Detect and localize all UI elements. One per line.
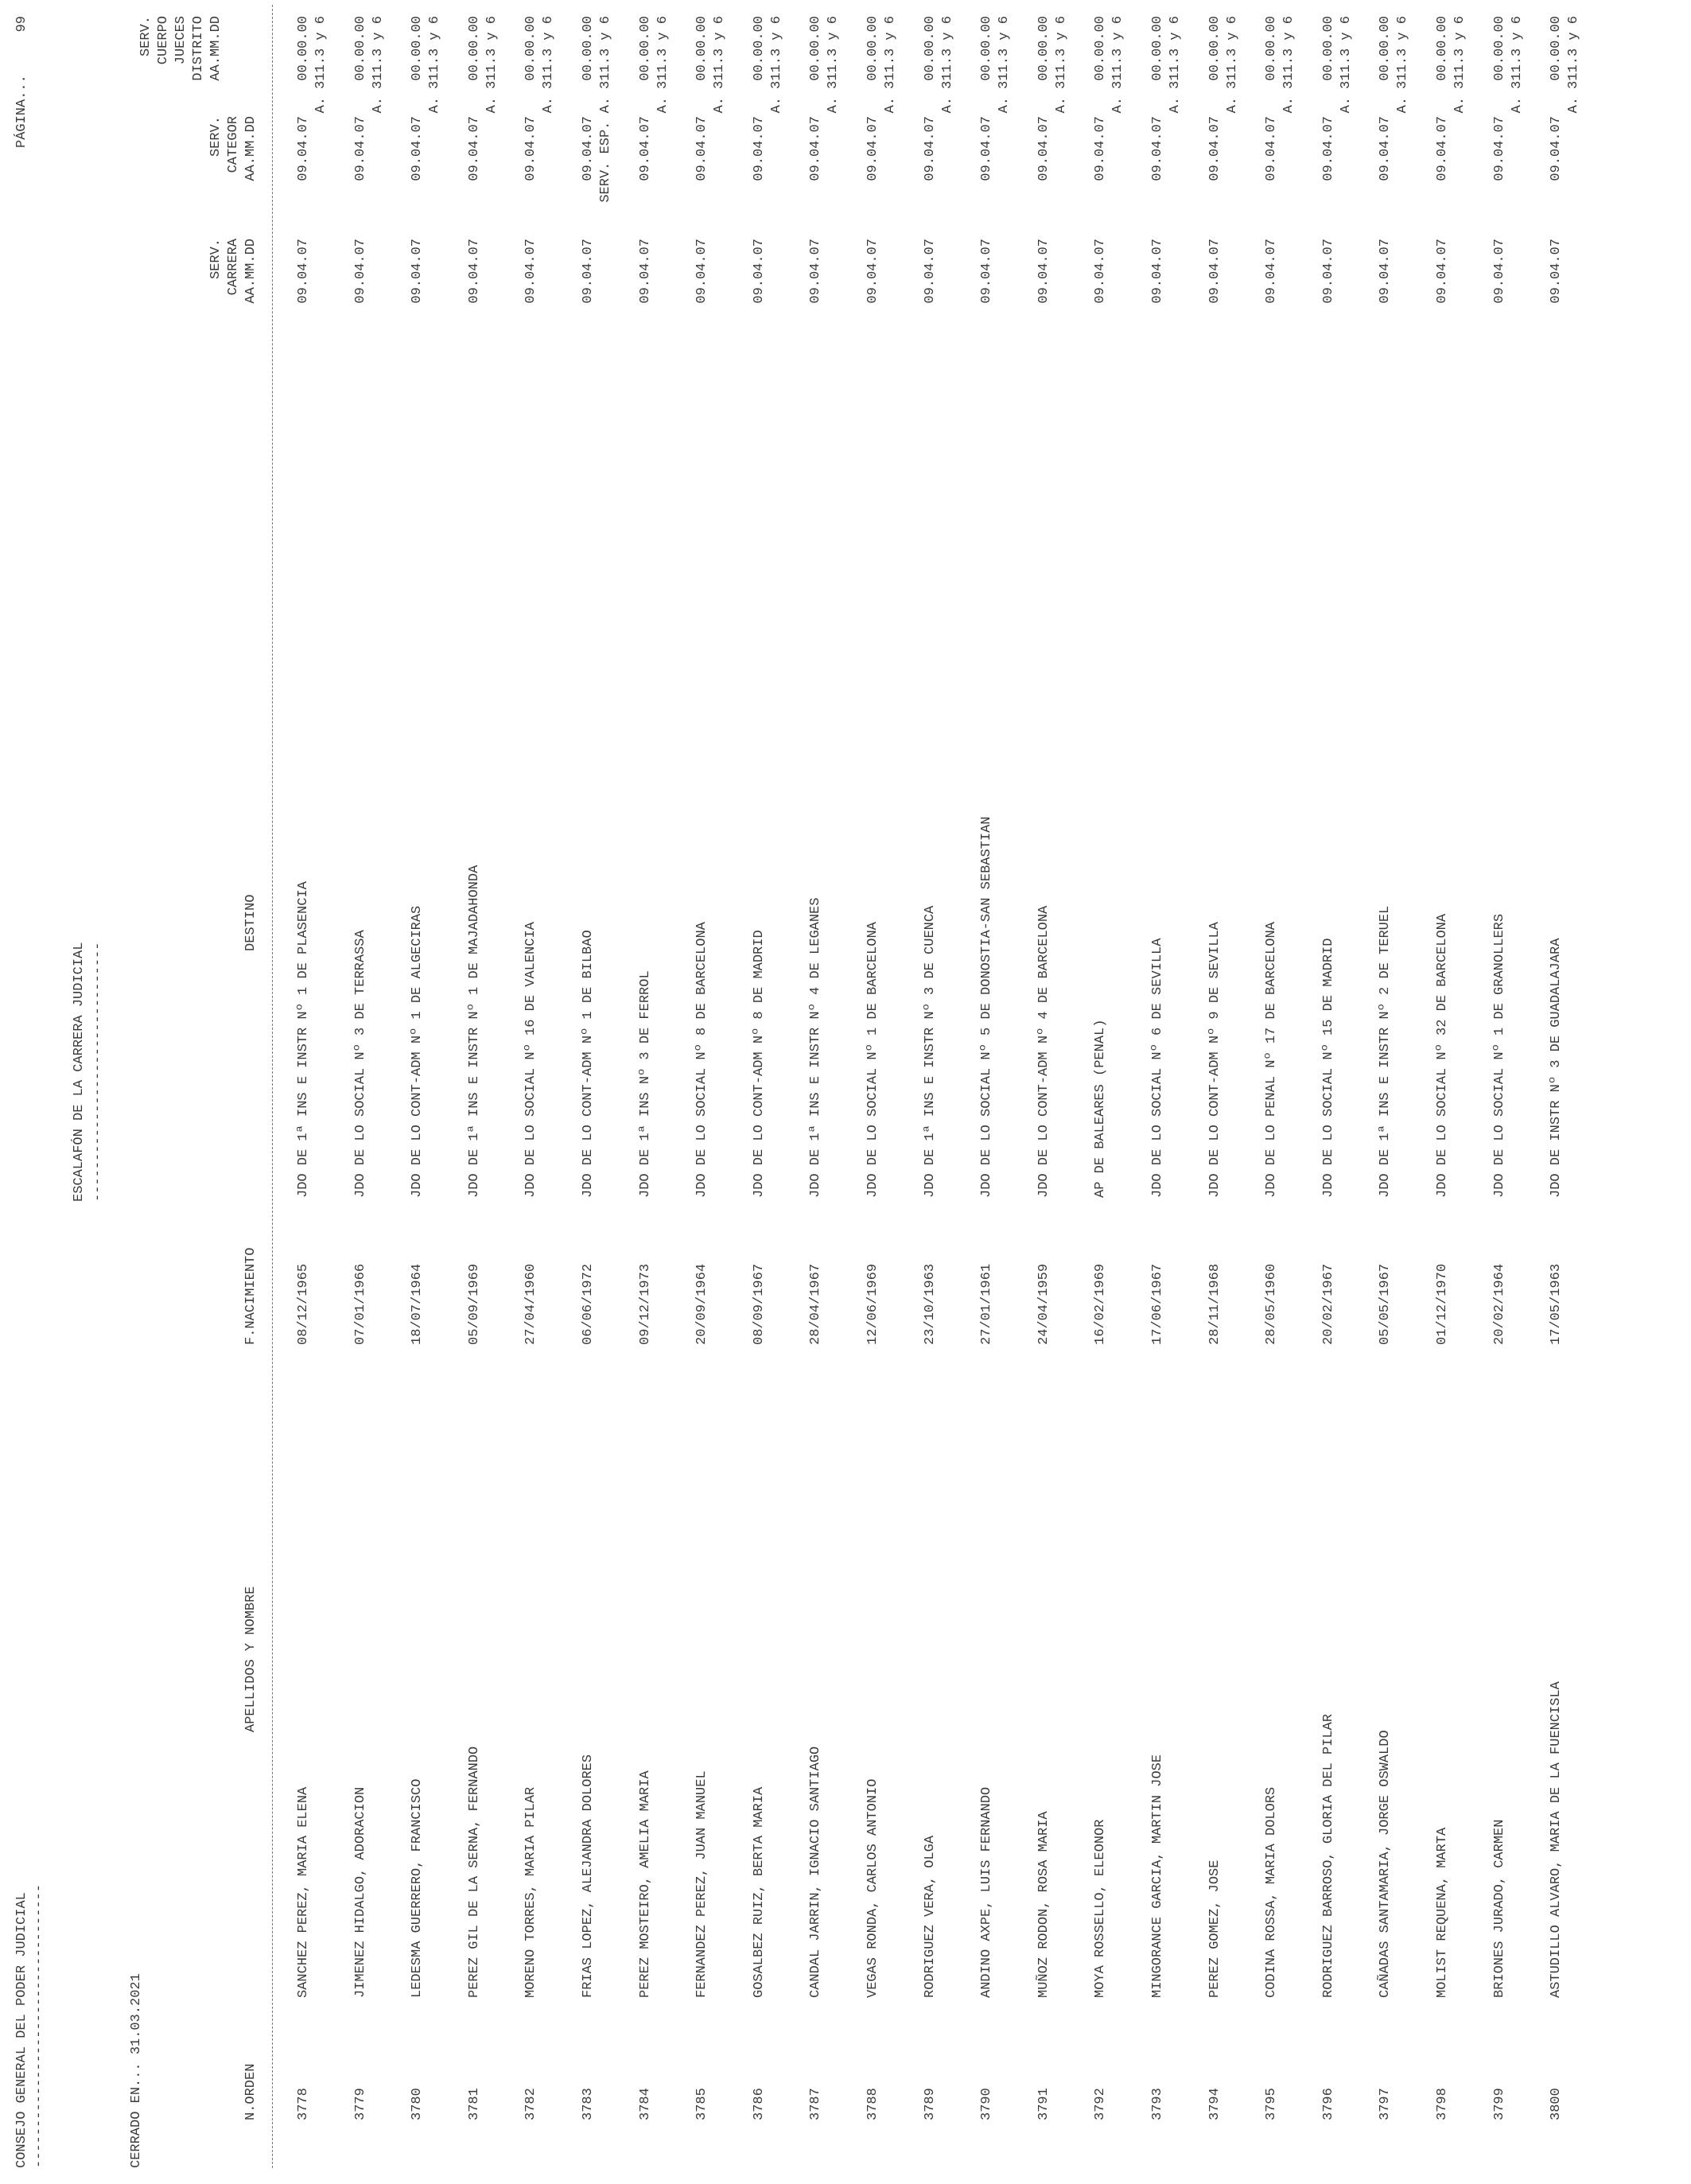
row-nombre: RODRIGUEZ VERA, OLGA bbox=[922, 1835, 938, 1998]
row-f-nacimiento: 09/12/1973 bbox=[637, 1263, 653, 1345]
row-note: A. 311.3 y 6 bbox=[1452, 16, 1467, 114]
row-nombre: ANDINO AXPE, LUIS FERNANDO bbox=[979, 1786, 995, 1998]
row-serv-categor: 09.04.07 bbox=[1378, 116, 1394, 181]
row-nombre: MORENO TORRES, MARIA PILAR bbox=[523, 1786, 539, 1998]
row-f-nacimiento: 27/04/1960 bbox=[523, 1263, 539, 1345]
row-nombre: MOYA ROSSELLO, ELEONOR bbox=[1093, 1819, 1109, 1998]
row-note: A. 311.3 y 6 bbox=[484, 16, 500, 114]
row-serv-categor: 09.04.07 bbox=[1036, 116, 1052, 181]
col-header-n-orden: N.ORDEN bbox=[243, 2063, 259, 2120]
row-destino: JDO DE LO CONT-ADM Nº 1 DE BILBAO bbox=[581, 930, 596, 1198]
row-note: A. 311.3 y 6 bbox=[826, 16, 842, 114]
row-destino: JDO DE LO SOCIAL Nº 1 DE GRANOLLERS bbox=[1491, 913, 1507, 1198]
row-note: A. 311.3 y 6 bbox=[541, 16, 557, 114]
row-f-nacimiento: 12/06/1969 bbox=[865, 1263, 880, 1345]
row-nombre: MINGORANCE GARCIA, MARTIN JOSE bbox=[1150, 1754, 1165, 1998]
row-serv-cuerpo: 00.00.00 bbox=[922, 16, 938, 81]
row-n-orden: 3792 bbox=[1093, 2088, 1109, 2120]
row-serv-cuerpo: 00.00.00 bbox=[694, 16, 710, 81]
row-nombre: MUÑOZ RODON, ROSA MARIA bbox=[1036, 1811, 1052, 1998]
row-serv-carrera: 09.04.07 bbox=[979, 239, 995, 304]
col-header-cuerpo-1: SERV. bbox=[138, 16, 154, 57]
row-destino: JDO DE 1ª INS E INSTR Nº 2 DE TERUEL bbox=[1378, 905, 1394, 1198]
row-nombre: GOSALBEZ RUIZ, BERTA MARIA bbox=[751, 1786, 767, 1998]
row-f-nacimiento: 06/06/1972 bbox=[581, 1263, 596, 1345]
row-serv-cuerpo: 00.00.00 bbox=[808, 16, 824, 81]
row-n-orden: 3785 bbox=[694, 2088, 710, 2120]
row-serv-cuerpo: 00.00.00 bbox=[1036, 16, 1052, 81]
row-serv-categor: 09.04.07 bbox=[979, 116, 995, 181]
row-note: A. 311.3 y 6 bbox=[1168, 16, 1183, 114]
row-serv-cuerpo: 00.00.00 bbox=[751, 16, 767, 81]
row-n-orden: 3798 bbox=[1435, 2088, 1450, 2120]
row-note: A. 311.3 y 6 bbox=[655, 16, 671, 114]
row-serv-categor: 09.04.07 bbox=[922, 116, 938, 181]
row-serv-carrera: 09.04.07 bbox=[1150, 239, 1165, 304]
closed-date: CERRADO EN... 31.03.2021 bbox=[129, 1973, 144, 2168]
row-serv-categor: 09.04.07 bbox=[296, 116, 311, 181]
row-note: A. 311.3 y 6 bbox=[1338, 16, 1354, 114]
row-serv-cuerpo: 00.00.00 bbox=[581, 16, 596, 81]
row-serv-categor: 09.04.07 bbox=[1320, 116, 1336, 181]
row-note: A. 311.3 y 6 bbox=[1566, 16, 1582, 114]
row-n-orden: 3790 bbox=[979, 2088, 995, 2120]
row-serv-carrera: 09.04.07 bbox=[637, 239, 653, 304]
row-serv-cuerpo: 00.00.00 bbox=[1491, 16, 1507, 81]
row-f-nacimiento: 28/11/1968 bbox=[1207, 1263, 1223, 1345]
row-destino: JDO DE LO SOCIAL Nº 3 DE TERRASSA bbox=[352, 930, 368, 1198]
row-note: A. 311.3 y 6 bbox=[1281, 16, 1297, 114]
row-destino: JDO DE LO SOCIAL Nº 5 DE DONOSTIA-SAN SEBASTIAN bbox=[979, 816, 995, 1198]
row-n-orden: 3794 bbox=[1207, 2088, 1223, 2120]
row-serv-carrera: 09.04.07 bbox=[694, 239, 710, 304]
row-note: A. 311.3 y 6 bbox=[883, 16, 898, 114]
row-nombre: CODINA ROSSA, MARIA DOLORS bbox=[1264, 1786, 1280, 1998]
row-serv-carrera: 09.04.07 bbox=[1264, 239, 1280, 304]
col-header-categor-2: CATEGOR bbox=[226, 116, 241, 173]
row-serv-cuerpo: 00.00.00 bbox=[1378, 16, 1394, 81]
row-f-nacimiento: 20/09/1964 bbox=[694, 1263, 710, 1345]
row-destino: AP DE BALEARES (PENAL) bbox=[1093, 1019, 1109, 1198]
report-title: ESCALAFÓN DE LA CARRERA JUDICIAL bbox=[72, 942, 87, 1202]
row-serv-carrera: 09.04.07 bbox=[466, 239, 482, 304]
row-serv-cuerpo: 00.00.00 bbox=[352, 16, 368, 81]
row-destino: JDO DE 1ª INS E INSTR Nº 3 DE CUENCA bbox=[922, 905, 938, 1198]
header-separator bbox=[272, 5, 273, 2168]
row-n-orden: 3793 bbox=[1150, 2088, 1165, 2120]
col-header-f-nacimiento: F.NACIMIENTO bbox=[243, 1247, 259, 1345]
row-destino: JDO DE 1ª INS E INSTR Nº 4 DE LEGANES bbox=[808, 897, 824, 1198]
row-f-nacimiento: 05/09/1969 bbox=[466, 1263, 482, 1345]
row-n-orden: 3797 bbox=[1378, 2088, 1394, 2120]
row-n-orden: 3795 bbox=[1264, 2088, 1280, 2120]
col-header-cuerpo-2: CUERPO bbox=[156, 16, 171, 65]
row-serv-carrera: 09.04.07 bbox=[865, 239, 880, 304]
row-serv-categor: 09.04.07 bbox=[808, 116, 824, 181]
row-nombre: CAÑADAS SANTAMARIA, JORGE OSWALDO bbox=[1378, 1730, 1394, 1998]
row-serv-carrera: 09.04.07 bbox=[1093, 239, 1109, 304]
row-nombre: CANDAL JARRIN, IGNACIO SANTIAGO bbox=[808, 1746, 824, 1998]
row-n-orden: 3799 bbox=[1491, 2088, 1507, 2120]
row-note: A. 311.3 y 6 bbox=[1110, 16, 1126, 114]
row-destino: JDO DE LO SOCIAL Nº 6 DE SEVILLA bbox=[1150, 938, 1165, 1198]
row-serv-categor: 09.04.07 bbox=[865, 116, 880, 181]
row-serv-categor: 09.04.07 bbox=[352, 116, 368, 181]
row-serv-cuerpo: 00.00.00 bbox=[410, 16, 426, 81]
row-destino: JDO DE LO SOCIAL Nº 16 DE VALENCIA bbox=[523, 922, 539, 1198]
row-nombre: JIMENEZ HIDALGO, ADORACION bbox=[352, 1786, 368, 1998]
row-f-nacimiento: 17/05/1963 bbox=[1549, 1263, 1565, 1345]
row-serv-cuerpo: 00.00.00 bbox=[1320, 16, 1336, 81]
row-f-nacimiento: 23/10/1963 bbox=[922, 1263, 938, 1345]
row-serv-categor: 09.04.07 bbox=[637, 116, 653, 181]
row-destino: JDO DE LO SOCIAL Nº 32 DE BARCELONA bbox=[1435, 913, 1450, 1198]
row-serv-carrera: 09.04.07 bbox=[1378, 239, 1394, 304]
row-serv-cuerpo: 00.00.00 bbox=[296, 16, 311, 81]
row-nombre: PEREZ GOMEZ, JOSE bbox=[1207, 1860, 1223, 1998]
row-nombre: BRIONES JURADO, CARMEN bbox=[1491, 1819, 1507, 1998]
row-serv-categor: 09.04.07 bbox=[410, 116, 426, 181]
row-destino: JDO DE LO SOCIAL Nº 15 DE MADRID bbox=[1320, 938, 1336, 1198]
col-header-cuerpo-4: DISTRITO bbox=[191, 16, 206, 81]
row-f-nacimiento: 28/05/1960 bbox=[1264, 1263, 1280, 1345]
row-f-nacimiento: 07/01/1966 bbox=[352, 1263, 368, 1345]
row-destino: JDO DE LO SOCIAL Nº 8 DE BARCELONA bbox=[694, 922, 710, 1198]
row-serv-carrera: 09.04.07 bbox=[1491, 239, 1507, 304]
row-serv-cuerpo: 00.00.00 bbox=[1264, 16, 1280, 81]
row-n-orden: 3789 bbox=[922, 2088, 938, 2120]
row-serv-categor: 09.04.07 bbox=[751, 116, 767, 181]
row-n-orden: 3782 bbox=[523, 2088, 539, 2120]
row-nombre: VEGAS RONDA, CARLOS ANTONIO bbox=[865, 1778, 880, 1998]
row-note: SERV. ESP. A. 311.3 y 6 bbox=[598, 16, 613, 203]
page-number: 99 bbox=[14, 16, 29, 33]
row-note: A. 311.3 y 6 bbox=[712, 16, 728, 114]
row-serv-carrera: 09.04.07 bbox=[1036, 239, 1052, 304]
row-n-orden: 3783 bbox=[581, 2088, 596, 2120]
row-n-orden: 3784 bbox=[637, 2088, 653, 2120]
col-header-carrera-1: SERV. bbox=[208, 239, 224, 280]
row-serv-categor: 09.04.07 bbox=[523, 116, 539, 181]
row-serv-cuerpo: 00.00.00 bbox=[1207, 16, 1223, 81]
row-f-nacimiento: 05/05/1967 bbox=[1378, 1263, 1394, 1345]
row-note: A. 311.3 y 6 bbox=[1509, 16, 1525, 114]
row-serv-categor: 09.04.07 bbox=[1207, 116, 1223, 181]
row-serv-carrera: 09.04.07 bbox=[352, 239, 368, 304]
row-nombre: PEREZ GIL DE LA SERNA, FERNANDO bbox=[466, 1746, 482, 1998]
row-serv-cuerpo: 00.00.00 bbox=[865, 16, 880, 81]
org-title: CONSEJO GENERAL DEL PODER JUDICIAL bbox=[14, 1892, 29, 2168]
row-nombre: PEREZ MOSTEIRO, AMELIA MARIA bbox=[637, 1770, 653, 1998]
row-serv-cuerpo: 00.00.00 bbox=[523, 16, 539, 81]
row-f-nacimiento: 24/04/1959 bbox=[1036, 1263, 1052, 1345]
row-destino: JDO DE LO CONT-ADM Nº 4 DE BARCELONA bbox=[1036, 905, 1052, 1198]
row-note: A. 311.3 y 6 bbox=[768, 16, 784, 114]
col-header-nombre: APELLIDOS Y NOMBRE bbox=[243, 1586, 259, 1732]
row-serv-carrera: 09.04.07 bbox=[523, 239, 539, 304]
row-nombre: FERNANDEZ PEREZ, JUAN MANUEL bbox=[694, 1770, 710, 1998]
row-serv-categor: 09.04.07 bbox=[1549, 116, 1565, 181]
row-nombre: RODRIGUEZ BARROSO, GLORIA DEL PILAR bbox=[1320, 1713, 1336, 1998]
row-f-nacimiento: 27/01/1961 bbox=[979, 1263, 995, 1345]
row-nombre: SANCHEZ PEREZ, MARIA ELENA bbox=[296, 1786, 311, 1998]
row-serv-cuerpo: 00.00.00 bbox=[637, 16, 653, 81]
row-serv-carrera: 09.04.07 bbox=[581, 239, 596, 304]
row-serv-carrera: 09.04.07 bbox=[1320, 239, 1336, 304]
row-note: A. 311.3 y 6 bbox=[1053, 16, 1069, 114]
row-serv-cuerpo: 00.00.00 bbox=[1549, 16, 1565, 81]
row-serv-carrera: 09.04.07 bbox=[1207, 239, 1223, 304]
row-serv-carrera: 09.04.07 bbox=[808, 239, 824, 304]
row-destino: JDO DE 1ª INS E INSTR Nº 1 DE MAJADAHONDA bbox=[466, 865, 482, 1198]
row-serv-carrera: 09.04.07 bbox=[1435, 239, 1450, 304]
row-n-orden: 3779 bbox=[352, 2088, 368, 2120]
row-note: A. 311.3 y 6 bbox=[370, 16, 386, 114]
row-serv-categor: 09.04.07 bbox=[1264, 116, 1280, 181]
row-destino: JDO DE 1ª INS Nº 3 DE FERROL bbox=[637, 970, 653, 1198]
row-serv-carrera: 09.04.07 bbox=[1549, 239, 1565, 304]
row-f-nacimiento: 17/06/1967 bbox=[1150, 1263, 1165, 1345]
row-f-nacimiento: 20/02/1964 bbox=[1491, 1263, 1507, 1345]
col-header-categor-3: AA.MM.DD bbox=[243, 116, 259, 181]
row-destino: JDO DE 1ª INS E INSTR Nº 1 DE PLASENCIA bbox=[296, 881, 311, 1198]
row-serv-categor: 09.04.07 bbox=[1435, 116, 1450, 181]
row-destino: JDO DE LO SOCIAL Nº 1 DE BARCELONA bbox=[865, 922, 880, 1198]
row-n-orden: 3778 bbox=[296, 2088, 311, 2120]
row-n-orden: 3788 bbox=[865, 2088, 880, 2120]
row-serv-cuerpo: 00.00.00 bbox=[1150, 16, 1165, 81]
row-note: A. 311.3 y 6 bbox=[313, 16, 328, 114]
row-nombre: ASTUDILLO ALVARO, MARIA DE LA FUENCISLA bbox=[1549, 1681, 1565, 1998]
row-note: A. 311.3 y 6 bbox=[427, 16, 443, 114]
col-header-carrera-3: AA.MM.DD bbox=[243, 239, 259, 304]
row-serv-cuerpo: 00.00.00 bbox=[1435, 16, 1450, 81]
page-label: PÁGINA... bbox=[14, 75, 29, 148]
row-serv-carrera: 09.04.07 bbox=[922, 239, 938, 304]
report-title-underline: -------------------------------- bbox=[91, 942, 106, 1202]
row-f-nacimiento: 28/04/1967 bbox=[808, 1263, 824, 1345]
row-serv-categor: 09.04.07 bbox=[466, 116, 482, 181]
col-header-destino: DESTINO bbox=[243, 894, 259, 951]
row-f-nacimiento: 18/07/1964 bbox=[410, 1263, 426, 1345]
row-destino: JDO DE LO CONT-ADM Nº 1 DE ALGECIRAS bbox=[410, 905, 426, 1198]
row-serv-cuerpo: 00.00.00 bbox=[979, 16, 995, 81]
row-n-orden: 3787 bbox=[808, 2088, 824, 2120]
row-serv-carrera: 09.04.07 bbox=[751, 239, 767, 304]
row-nombre: FRIAS LOPEZ, ALEJANDRA DOLORES bbox=[581, 1754, 596, 1998]
row-serv-categor: 09.04.07 bbox=[694, 116, 710, 181]
row-destino: JDO DE INSTR Nº 3 DE GUADALAJARA bbox=[1549, 938, 1565, 1198]
col-header-cuerpo-5: AA.MM.DD bbox=[208, 16, 224, 81]
row-serv-categor: 09.04.07 bbox=[1491, 116, 1507, 181]
row-n-orden: 3781 bbox=[466, 2088, 482, 2120]
row-f-nacimiento: 16/02/1969 bbox=[1093, 1263, 1109, 1345]
row-n-orden: 3791 bbox=[1036, 2088, 1052, 2120]
col-header-categor-1: SERV. bbox=[208, 116, 224, 157]
row-serv-carrera: 09.04.07 bbox=[296, 239, 311, 304]
row-f-nacimiento: 20/02/1967 bbox=[1320, 1263, 1336, 1345]
row-note: A. 311.3 y 6 bbox=[1395, 16, 1411, 114]
row-note: A. 311.3 y 6 bbox=[1224, 16, 1240, 114]
row-serv-categor: 09.04.07 bbox=[1093, 116, 1109, 181]
row-n-orden: 3796 bbox=[1320, 2088, 1336, 2120]
row-note: A. 311.3 y 6 bbox=[997, 16, 1013, 114]
row-serv-carrera: 09.04.07 bbox=[410, 239, 426, 304]
row-serv-cuerpo: 00.00.00 bbox=[466, 16, 482, 81]
row-serv-categor: 09.04.07 bbox=[1150, 116, 1165, 181]
org-title-underline: ----------------------------------- bbox=[32, 1883, 47, 2168]
col-header-cuerpo-3: JUECES bbox=[173, 16, 189, 65]
row-note: A. 311.3 y 6 bbox=[939, 16, 955, 114]
col-header-carrera-2: CARRERA bbox=[226, 239, 241, 296]
row-destino: JDO DE LO CONT-ADM Nº 9 DE SEVILLA bbox=[1207, 922, 1223, 1198]
row-nombre: LEDESMA GUERRERO, FRANCISCO bbox=[410, 1778, 426, 1998]
row-nombre: MOLIST REQUENA, MARTA bbox=[1435, 1827, 1450, 1998]
row-f-nacimiento: 08/12/1965 bbox=[296, 1263, 311, 1345]
row-n-orden: 3780 bbox=[410, 2088, 426, 2120]
row-destino: JDO DE LO CONT-ADM Nº 8 DE MADRID bbox=[751, 930, 767, 1198]
row-destino: JDO DE LO PENAL Nº 17 DE BARCELONA bbox=[1264, 922, 1280, 1198]
row-serv-categor: 09.04.07 bbox=[581, 116, 596, 181]
row-f-nacimiento: 01/12/1970 bbox=[1435, 1263, 1450, 1345]
row-n-orden: 3800 bbox=[1549, 2088, 1565, 2120]
row-serv-cuerpo: 00.00.00 bbox=[1093, 16, 1109, 81]
row-f-nacimiento: 08/09/1967 bbox=[751, 1263, 767, 1345]
row-n-orden: 3786 bbox=[751, 2088, 767, 2120]
